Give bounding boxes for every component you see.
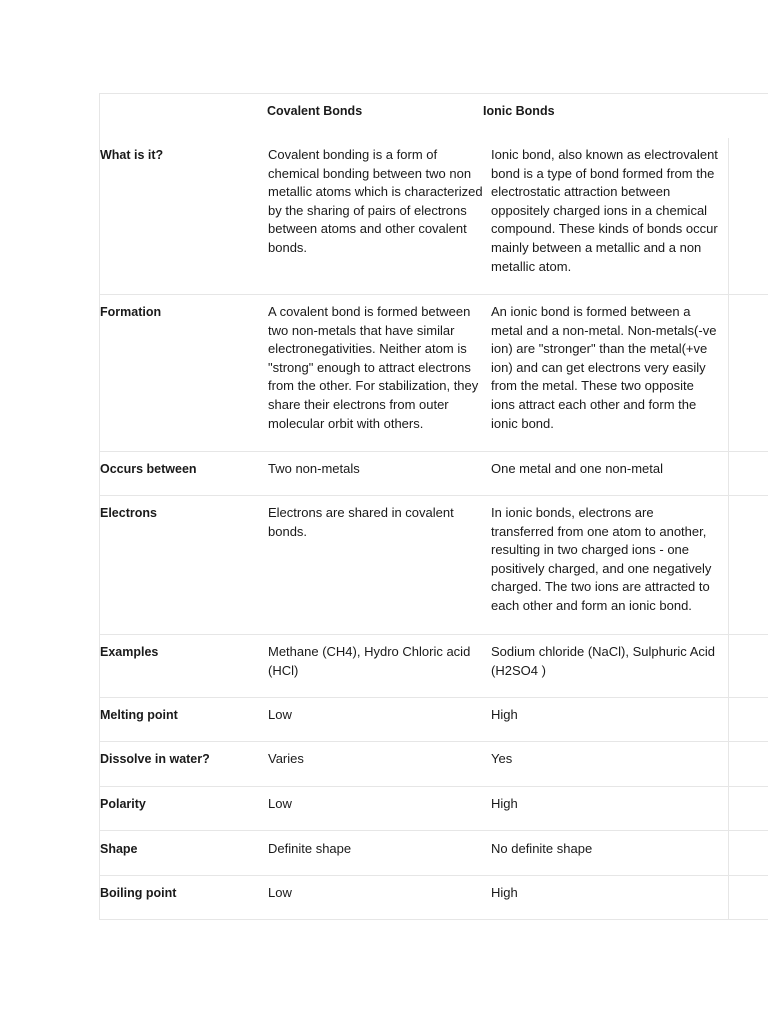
covalent-cell: Low: [268, 885, 292, 900]
covalent-cell: A covalent bond is formed between two non-metals that have similar electronegativities. Neither atom is "strong" enough to attract electrons from the other. For stabilization, they share their electrons from outer molecular orbit with others.: [268, 304, 479, 431]
table-row-electrons: [99, 496, 768, 635]
covalent-cell-container: [268, 831, 491, 875]
ionic-cell-container: [491, 635, 729, 697]
ionic-cell: Sodium chloride (NaCl), Sulphuric Acid (H2SO4 ): [491, 644, 715, 678]
covalent-cell-container: [268, 787, 491, 830]
row-label-container: [100, 742, 268, 786]
ionic-cell: One metal and one non-metal: [491, 461, 663, 476]
row-label: Polarity: [100, 797, 146, 811]
covalent-cell-container: [268, 496, 491, 634]
table-header-row: [99, 93, 768, 138]
ionic-cell: High: [491, 796, 518, 811]
ionic-cell-container: [491, 698, 729, 741]
ionic-cell: High: [491, 885, 518, 900]
row-label: Shape: [100, 842, 138, 856]
covalent-cell-container: [268, 295, 491, 451]
row-label-container: [100, 698, 268, 741]
table-body: [99, 138, 768, 920]
covalent-cell: Covalent bonding is a form of chemical bonding between two non metallic atoms which is characterized by the sharing of pairs of electrons between atoms and other covalent bonds.: [268, 147, 483, 255]
covalent-cell-container: [268, 635, 491, 697]
ionic-cell-container: [491, 496, 729, 634]
covalent-cell-container: [268, 452, 491, 495]
table-row-polarity: [99, 787, 768, 831]
table-row-formation: [99, 295, 768, 452]
table-row-melting-point: [99, 698, 768, 742]
covalent-cell: Low: [268, 707, 292, 722]
covalent-cell: Varies: [268, 751, 304, 766]
row-label-container: [100, 138, 268, 294]
covalent-cell: Two non-metals: [268, 461, 360, 476]
row-label: Formation: [100, 305, 162, 319]
covalent-cell-container: [268, 742, 491, 786]
ionic-cell-container: [491, 295, 729, 451]
comparison-table: [99, 93, 768, 920]
ionic-cell: Yes: [491, 751, 513, 766]
covalent-cell-container: [268, 138, 491, 294]
covalent-cell-container: [268, 698, 491, 741]
ionic-cell: No definite shape: [491, 841, 593, 856]
row-label: Examples: [100, 645, 159, 659]
ionic-cell-container: [491, 452, 729, 495]
row-label: Boiling point: [100, 886, 177, 900]
ionic-cell: High: [491, 707, 518, 722]
table-row-boiling-point: [99, 876, 768, 920]
row-label: Occurs between: [100, 462, 197, 476]
covalent-cell: Low: [268, 796, 292, 811]
ionic-cell: Ionic bond, also known as electrovalent bond is a type of bond formed from the electrostatic attraction between oppositely charged ions in a chemical compound. These kinds of bonds occur mainly between a metallic and a non metallic atom.: [491, 147, 718, 274]
row-label-container: [100, 635, 268, 697]
row-label-container: [100, 295, 268, 451]
row-label: Dissolve in water?: [100, 752, 210, 766]
row-label-container: [100, 787, 268, 830]
row-label-container: [100, 876, 268, 919]
table-row-what-is-it: [99, 138, 768, 295]
row-label: Melting point: [100, 708, 178, 722]
ionic-cell: An ionic bond is formed between a metal and a non-metal. Non-metals(-ve ion) are "stronger" than the metal(+ve ion) and can get electrons very easily from the metal. These two opposite ions attract each other and form the ionic bond.: [491, 304, 717, 431]
covalent-cell: Methane (CH4), Hydro Chloric acid (HCl): [268, 644, 471, 678]
ionic-cell-container: [491, 138, 729, 294]
ionic-cell-container: [491, 742, 729, 786]
row-label: What is it?: [100, 148, 164, 162]
covalent-cell: Definite shape: [268, 841, 352, 856]
header-cell-empty: [100, 94, 267, 138]
row-label: Electrons: [100, 506, 157, 520]
row-label-container: [100, 496, 268, 634]
row-label-container: [100, 452, 268, 495]
covalent-cell-container: [268, 876, 491, 919]
table-row-dissolve-in-water: [99, 742, 768, 787]
ionic-cell-container: [491, 831, 729, 875]
ionic-cell-container: [491, 787, 729, 830]
ionic-cell-container: [491, 876, 729, 919]
table-row-shape: [99, 831, 768, 876]
header-ionic-bonds: Ionic Bonds: [483, 104, 555, 118]
covalent-cell: Electrons are shared in covalent bonds.: [268, 505, 454, 539]
table-row-examples: [99, 635, 768, 698]
row-label-container: [100, 831, 268, 875]
header-covalent-bonds: Covalent Bonds: [267, 104, 363, 118]
ionic-cell: In ionic bonds, electrons are transferred from one atom to another, resulting in two charged ions - one positively charged, and one negatively charged. The two ions are attracted to each other and form an ionic bond.: [491, 505, 712, 613]
table-row-occurs-between: [99, 452, 768, 496]
